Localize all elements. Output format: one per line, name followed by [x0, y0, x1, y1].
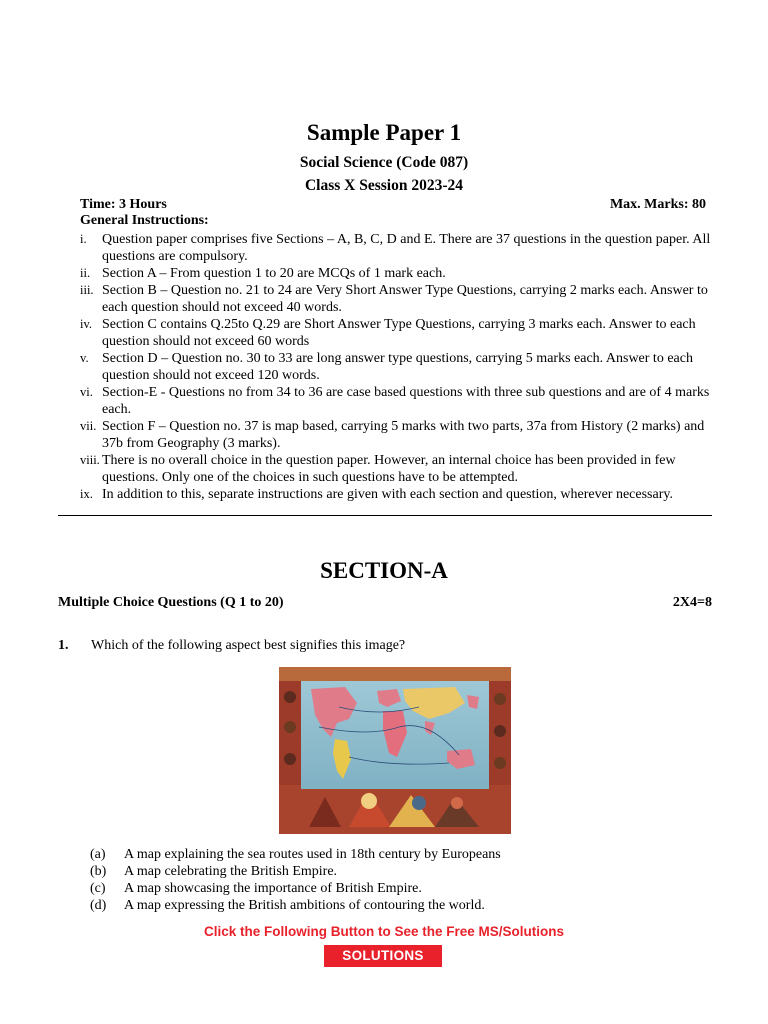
instruction-item: [80, 265, 716, 282]
option-text: A map showcasing the importance of British Empire.: [124, 881, 422, 896]
instruction-item: [80, 282, 716, 316]
option-label: (c): [90, 881, 106, 896]
mcq-header-row: [58, 595, 712, 611]
world-map-image: [279, 667, 511, 834]
option-text: A map explaining the sea routes used in 18th century by Europeans: [124, 847, 501, 862]
instruction-text: Section D – Question no. 30 to 33 are long answer type questions, carrying 5 marks each. Answer to each question should not exceed 120 words.: [102, 351, 693, 383]
option-label: (b): [90, 864, 107, 879]
instruction-number: iii.: [80, 283, 94, 297]
mcq-subheading: Multiple Choice Questions (Q 1 to 20): [58, 595, 284, 610]
option-text: A map expressing the British ambitions of contouring the world.: [124, 898, 485, 913]
instruction-number: viii.: [80, 453, 100, 467]
meta-row: [80, 197, 706, 213]
instruction-number: vii.: [80, 419, 97, 433]
instruction-item: [80, 486, 716, 503]
time-label: Time: 3 Hours: [80, 197, 167, 212]
question-number: 1.: [58, 638, 69, 653]
section-heading: SECTION-A: [320, 558, 448, 583]
general-instructions-heading: General Instructions:: [80, 213, 209, 228]
instruction-item: [80, 384, 716, 418]
page-title: Sample Paper 1: [306, 120, 462, 145]
instruction-text: Section-E - Questions no from 34 to 36 are case based questions with three sub questions and are of 4 marks each.: [102, 385, 710, 417]
instruction-text: Section A – From question 1 to 20 are MCQs of 1 mark each.: [102, 266, 446, 281]
instruction-item: [80, 452, 716, 486]
option-c[interactable]: [90, 880, 501, 897]
option-b[interactable]: [90, 863, 501, 880]
option-d[interactable]: [90, 897, 501, 914]
instruction-item: [80, 316, 716, 350]
question-text: Which of the following aspect best signifies this image?: [91, 638, 406, 653]
instruction-item: [80, 350, 716, 384]
instruction-number: vi.: [80, 385, 93, 399]
instruction-text: Section F – Question no. 37 is map based, carrying 5 marks with two parts, 37a from History (2 marks) and 37b from Geography (3 marks).: [102, 419, 705, 451]
instruction-text: Section C contains Q.25to Q.29 are Short Answer Type Questions, carrying 3 marks each. Answer to each question should not exceed 60 words: [102, 317, 696, 349]
instruction-text: Question paper comprises five Sections – A, B, C, D and E. There are 37 questions in the question paper. All questions are compulsory.: [102, 232, 711, 264]
solutions-prompt-link[interactable]: Click the Following Button to See the Free MS/Solutions: [203, 924, 564, 939]
instruction-item: [80, 231, 716, 265]
max-marks-label: Max. Marks: 80: [609, 197, 706, 212]
instruction-number: ii.: [80, 266, 91, 280]
instruction-item: [80, 418, 716, 452]
horizontal-divider: [58, 515, 712, 516]
instruction-text: Section B – Question no. 21 to 24 are Very Short Answer Type Questions, carrying 2 marks each. Answer to each question should not exceed 40 words.: [102, 283, 708, 315]
answer-options: [90, 846, 501, 914]
subject-line: Social Science (Code 087): [299, 154, 469, 171]
option-a[interactable]: [90, 846, 501, 863]
option-label: (a): [90, 847, 106, 862]
solutions-button[interactable]: SOLUTIONS: [324, 945, 442, 967]
session-line: Class X Session 2023-24: [304, 177, 464, 194]
option-text: A map celebrating the British Empire.: [124, 864, 338, 879]
instruction-text: There is no overall choice in the question paper. However, an internal choice has been provided in few questions. Only one of the choices in such questions have to be attempted.: [102, 453, 676, 485]
instruction-number: ix.: [80, 487, 93, 501]
section-marks: 2X4=8: [672, 595, 712, 610]
instruction-number: v.: [80, 351, 89, 365]
instruction-number: iv.: [80, 317, 93, 331]
instruction-number: i.: [80, 232, 87, 246]
instructions-list: [80, 231, 716, 503]
option-label: (d): [90, 898, 107, 913]
instruction-text: In addition to this, separate instructions are given with each section and question, wherever necessary.: [102, 487, 673, 502]
